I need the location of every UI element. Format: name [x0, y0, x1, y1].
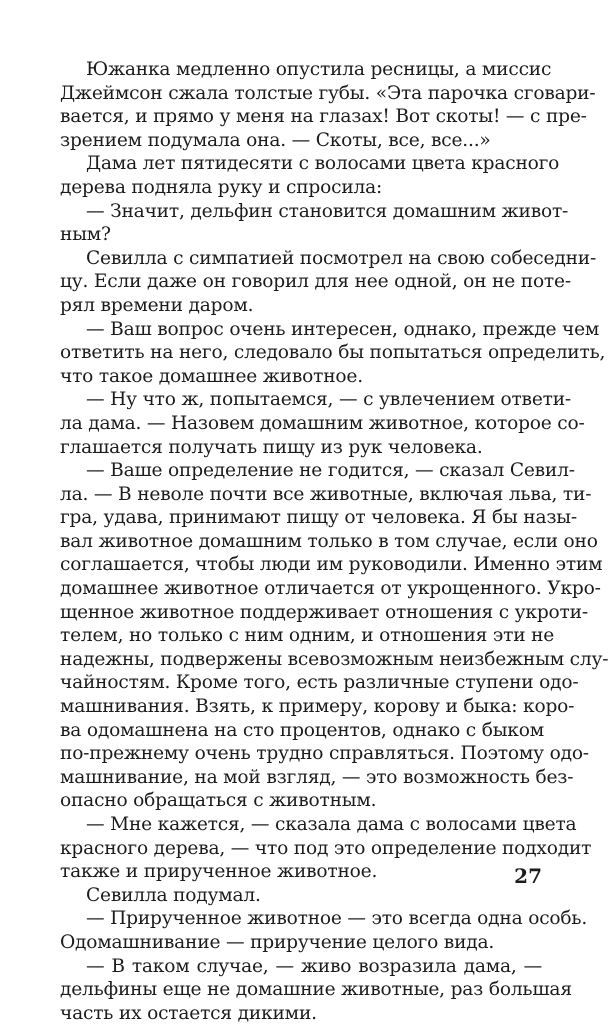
text-line: опасно обращаться с животным.	[60, 790, 377, 812]
text-line: также и прирученное животное.	[60, 861, 378, 883]
text-line: — В таком случае, — живо возразила дама, —	[86, 955, 542, 977]
text-line: машнивание, на мой взгляд, — это возможность без-	[60, 766, 574, 788]
text-line: вается, и прямо у меня на глазах! Вот скоты! — с пре-	[60, 106, 587, 128]
text-line: глашается получать пищу из рук человека.	[60, 436, 483, 458]
text-line: домашнее животное отличается от укрощенного. Укро-	[60, 578, 601, 600]
text-line: Южанка медленно опустила ресницы, а миссис	[86, 59, 552, 80]
text-line: зрением подумала она. — Скоты, все, все...»	[60, 129, 491, 151]
text-line: цу. Если даже он говорил для нее одной, он не поте-	[60, 271, 571, 293]
text-line: дельфины еще не домашние животные, раз большая	[60, 979, 572, 1001]
text-line: ва одомашнена на сто процентов, однако с быком	[60, 719, 544, 741]
text-line: соглашается, чтобы люди им руководили. Именно этим	[60, 554, 603, 576]
text-line: вал животное домашним только в том случае, если оно	[60, 530, 598, 552]
text-line: Севилла с симпатией посмотрел на свою собеседни-	[86, 247, 597, 269]
text-line: ла. — В неволе почти все животные, включая льва, ти-	[60, 483, 592, 505]
text-line: Севилла подумал.	[86, 884, 261, 906]
text-line: надежны, подвержены всевозможным неизбежным слу-	[60, 648, 608, 670]
text-line: — Значит, дельфин становится домашним живот-	[86, 200, 569, 222]
text-line: ответить на него, следовало бы попытаться определить,	[60, 342, 606, 364]
text-line: — Ваше определение не годится, — сказал Севил-	[86, 460, 575, 482]
text-line: гра, удава, принимают пищу от человека. Я бы назы-	[60, 507, 577, 529]
text-line: Джеймсон сжала толстые губы. «Эта парочка сговари-	[60, 82, 596, 104]
text-line: машнивания. Взять, к примеру, корову и быка: коро-	[60, 696, 575, 718]
text-line: чайностям. Кроме того, есть различные ступени одо-	[60, 672, 579, 694]
text-line: красного дерева, — что под это определение подходит	[60, 837, 592, 859]
text-line: телем, но только с ним одним, и отношения эти не	[60, 625, 555, 647]
text-line: что такое домашнее животное.	[60, 365, 363, 387]
text-line: — Мне кажется, — сказала дама с волосами цвета	[86, 814, 577, 835]
text-line: часть их остается дикими.	[60, 1002, 317, 1024]
text-line: Дама лет пятидесяти с волосами цвета красного	[86, 153, 560, 175]
text-line: ла дама. — Назовем домашним животное, которое со-	[60, 412, 585, 434]
text-line: Одомашнивание — приручение целого вида.	[60, 931, 495, 953]
text-line: — Прирученное животное — это всегда одна особь.	[86, 908, 588, 930]
page-number: 27	[514, 864, 542, 888]
body-text	[60, 58, 608, 1025]
text-line: дерева подняла руку и спросила:	[60, 176, 383, 198]
text-line: — Ну что ж, попытаемся, — с увлечением ответи-	[86, 389, 571, 411]
text-line: по-прежнему очень трудно справляться. Поэтому одо-	[60, 743, 589, 765]
text-line: рял времени даром.	[60, 294, 254, 316]
text-line: щенное животное поддерживает отношения с укроти-	[60, 601, 588, 623]
text-line: — Ваш вопрос очень интересен, однако, прежде чем	[86, 318, 600, 340]
text-line: ным?	[60, 224, 111, 246]
